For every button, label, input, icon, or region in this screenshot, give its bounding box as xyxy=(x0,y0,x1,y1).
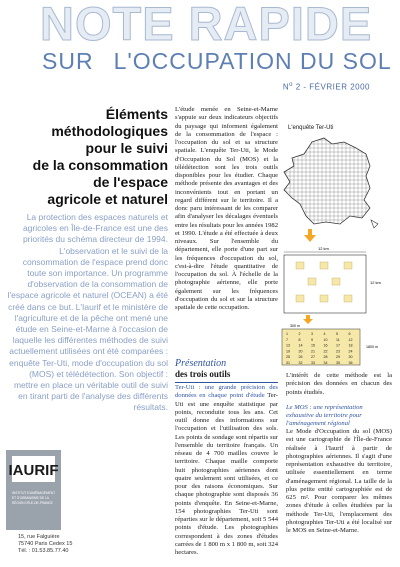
grid-point-number: 26 xyxy=(298,355,303,360)
grid-point-number: 23 xyxy=(336,349,340,354)
title-line: de l'espace xyxy=(93,174,168,190)
grid-point-number: 33 xyxy=(311,361,315,365)
grid-point-number: 5 xyxy=(336,332,338,336)
grid-point-number: 13 xyxy=(286,343,290,348)
grid-point-number: 34 xyxy=(323,361,328,365)
subheading-teruti: Ter-Uti : une grande précision des données en chaque point d'étude xyxy=(175,384,278,400)
title-line: de la consommation xyxy=(32,157,168,173)
title-line: Éléments xyxy=(105,106,168,122)
address-line: Tél. : 01.53.85.77.40 xyxy=(18,548,69,554)
teruti-figure xyxy=(270,132,396,367)
grid-point-number: 29 xyxy=(336,355,340,360)
teruti-text: Ter-Uti est une enquête statistique par points, reconduite tous les ans. Cet outil donne des informations sur l'occupation et l'utilisation des sols. Les points de sondage sont répartis sur l'ensemble du territoire français. Un réseau de 4 700 mailles couvre le territoire. Chaque maille comporte huit photographies aériennes dont quatre seulement sont utilisées, et ce pour des raisons économiques. Sur chaque photographie sont disposés 36 points d'enquête. En Seine-et-Marne, 154 photographies Ter-Uti sont réparties sur le département, soit 5 544 points d'étude. Les photographies correspondent à des zones d'études carrées de 1 800 m x 1 800 m, soit 324 hectares. xyxy=(175,392,278,556)
grid-point-number: 28 xyxy=(323,355,328,360)
grid-point-number: 36 xyxy=(348,361,353,365)
issue-number xyxy=(283,82,370,92)
mos-text: Le Mode d'Occupation du sol (MOS) est une cartographie de l'Île-de-France réalisée à l'Iaurif à partir de photographies aériennes. Il s'agit d'une représentation exhaustive du territoire, utilisée essentiellement en terme d'aménagement régional. La taille de la plus petite entité cartographiée est de 625 m². Pour comparer les mêmes zones d'étude à celles étudiées par la méthode Ter-Uti, l'emplacement des photographies Ter-Uti a été localisé sur le MOS en Seine-et-Marne. xyxy=(286,428,392,534)
grid-point-number: 21 xyxy=(311,349,315,354)
masthead-subtitle xyxy=(42,48,392,74)
grid-point-number: 4 xyxy=(323,332,326,336)
grid-point-number: 7 xyxy=(286,337,288,342)
arrow-down-icon-2 xyxy=(303,315,313,324)
intro-text: La protection des espaces naturels et agricoles en Île-de-France est une des priorités du schéma directeur de 1994. L'observation et le suivi de la consommation de l'espace prend donc toute son importance. Un programme d'observation de la consommation de l'espace agricole et naturel (OCEAN) a été créé dans ce but. L'Iaurif et le ministère de l'agriculture et de la pêche ont mené une étude en Seine-et-Marne à l'occasion de laquelle les différentes méthodes de suivi actuellement utilisées ont été comparées : enquête Ter-Uti, mode d'occupation du sol (MOS) et télédétection. Son objectif : mettre en place un véritable outil de suivi en tirant parti de l'analyse des différents résultats. xyxy=(7,212,168,413)
body-paragraph-1: L'étude menée en Seine-et-Marne s'appuie sur deux indicateurs objectifs du paysage qui informent également de la consommation de l'espace : l'occupation du sol et sa structure spatiale. L'enquête Ter-Uti, le Mode d'Occupation du Sol (MOS) et la télédétection sont les trois outils disponibles pour les étudier. Chaque méthode présente des avantages et des inconvénients tout en portant un regard différent sur le territoire. Il a donc paru intéressant de les comparer afin d'analyser les décalages éventuels entre les résultats pour les années 1982 et 1990. L'étude a été effectuée à deux niveaux. Sur l'ensemble du département, elle porte d'une part sur les fréquences d'occupation du sol, c'est-à-dire l'étude quantitative de l'occupation du sol. À l'échelle de la photographie aérienne, elle porte également sur les fréquences d'occupation du sol et sur la structure spatiale de cette occupation. xyxy=(175,106,278,311)
grid-point-number: 35 xyxy=(336,361,340,365)
issue-label: N xyxy=(282,82,290,92)
address-line: 75740 Paris Cedex 15 xyxy=(18,541,73,547)
grid-point-number: 8 xyxy=(298,337,301,342)
arrow-down-icon xyxy=(304,229,316,242)
label-300m: 300 m xyxy=(290,324,300,328)
title-line: pour le suivi xyxy=(85,140,168,156)
grid-point-number: 6 xyxy=(348,332,351,336)
figure-title: L'enquête Ter-Uti xyxy=(288,125,334,131)
france-map xyxy=(284,138,370,224)
grid-point-number: 19 xyxy=(286,349,290,354)
subheading-mos: Le MOS : une représentation exhaustive du territoire pour l'aménagement régional xyxy=(286,404,363,427)
masthead-sub-rest: L'OCCUPATION DU SOL xyxy=(113,48,392,74)
label-1800m: 1800 m xyxy=(366,345,378,349)
grid-point-number: 16 xyxy=(323,343,328,348)
grid-point-number: 18 xyxy=(348,343,353,348)
grid-point-number: 31 xyxy=(286,361,290,365)
grid-point-number: 22 xyxy=(323,349,328,354)
masthead-sub-sur: SUR xyxy=(42,48,94,74)
grid-point-number: 9 xyxy=(311,337,313,342)
grid-point-number: 10 xyxy=(323,337,328,342)
address-line: 15, rue Falguière xyxy=(18,534,60,540)
title-line: méthodologiques xyxy=(51,123,168,139)
masthead-title: NOTE RAPIDE xyxy=(40,2,373,46)
label-12km-side: 12 km xyxy=(370,280,381,285)
logo-tagline-2: ET D'URBANISME DE LA xyxy=(12,496,49,500)
grid-point-number: 3 xyxy=(311,332,313,336)
grid-point-number: 14 xyxy=(298,343,303,348)
grid-point-number: 30 xyxy=(348,355,353,360)
grid-point-number: 25 xyxy=(286,355,290,360)
grid-point-number: 15 xyxy=(311,343,315,348)
grid-point-number: 11 xyxy=(336,337,340,342)
section-heading-pre: Présentation xyxy=(175,358,227,369)
logo-text: IAURIF xyxy=(8,462,59,479)
body-paragraph-2 xyxy=(175,384,278,557)
grid-point-number: 20 xyxy=(298,349,303,354)
section-rule xyxy=(175,382,278,383)
grid-point-number: 1 xyxy=(286,332,288,336)
issue-date: 2 - FÉVRIER 2000 xyxy=(293,82,370,92)
grid-point-number: 12 xyxy=(348,337,353,342)
grid-point-number: 24 xyxy=(348,349,353,354)
grid-point-number: 32 xyxy=(298,361,303,365)
section-heading-post: des trois outils xyxy=(175,369,231,379)
issue-sup: o xyxy=(289,82,294,88)
grid-point-number: 17 xyxy=(336,343,340,348)
grid-point-number: 2 xyxy=(298,332,301,336)
address xyxy=(18,534,78,555)
teruti-advantage: L'intérêt de cette méthode est la précision des données en chacun des points étudiés. xyxy=(286,372,392,396)
article-title xyxy=(6,106,168,208)
title-line: agricole et naturel xyxy=(47,191,168,207)
grid-point-number: 27 xyxy=(311,355,315,360)
label-12km-top: 12 km xyxy=(318,246,329,251)
logo-tagline-1: INSTITUT D'AMÉNAGEMENT xyxy=(12,491,56,495)
logo-tagline-3: RÉGION D'ÎLE-DE-FRANCE xyxy=(12,501,53,505)
